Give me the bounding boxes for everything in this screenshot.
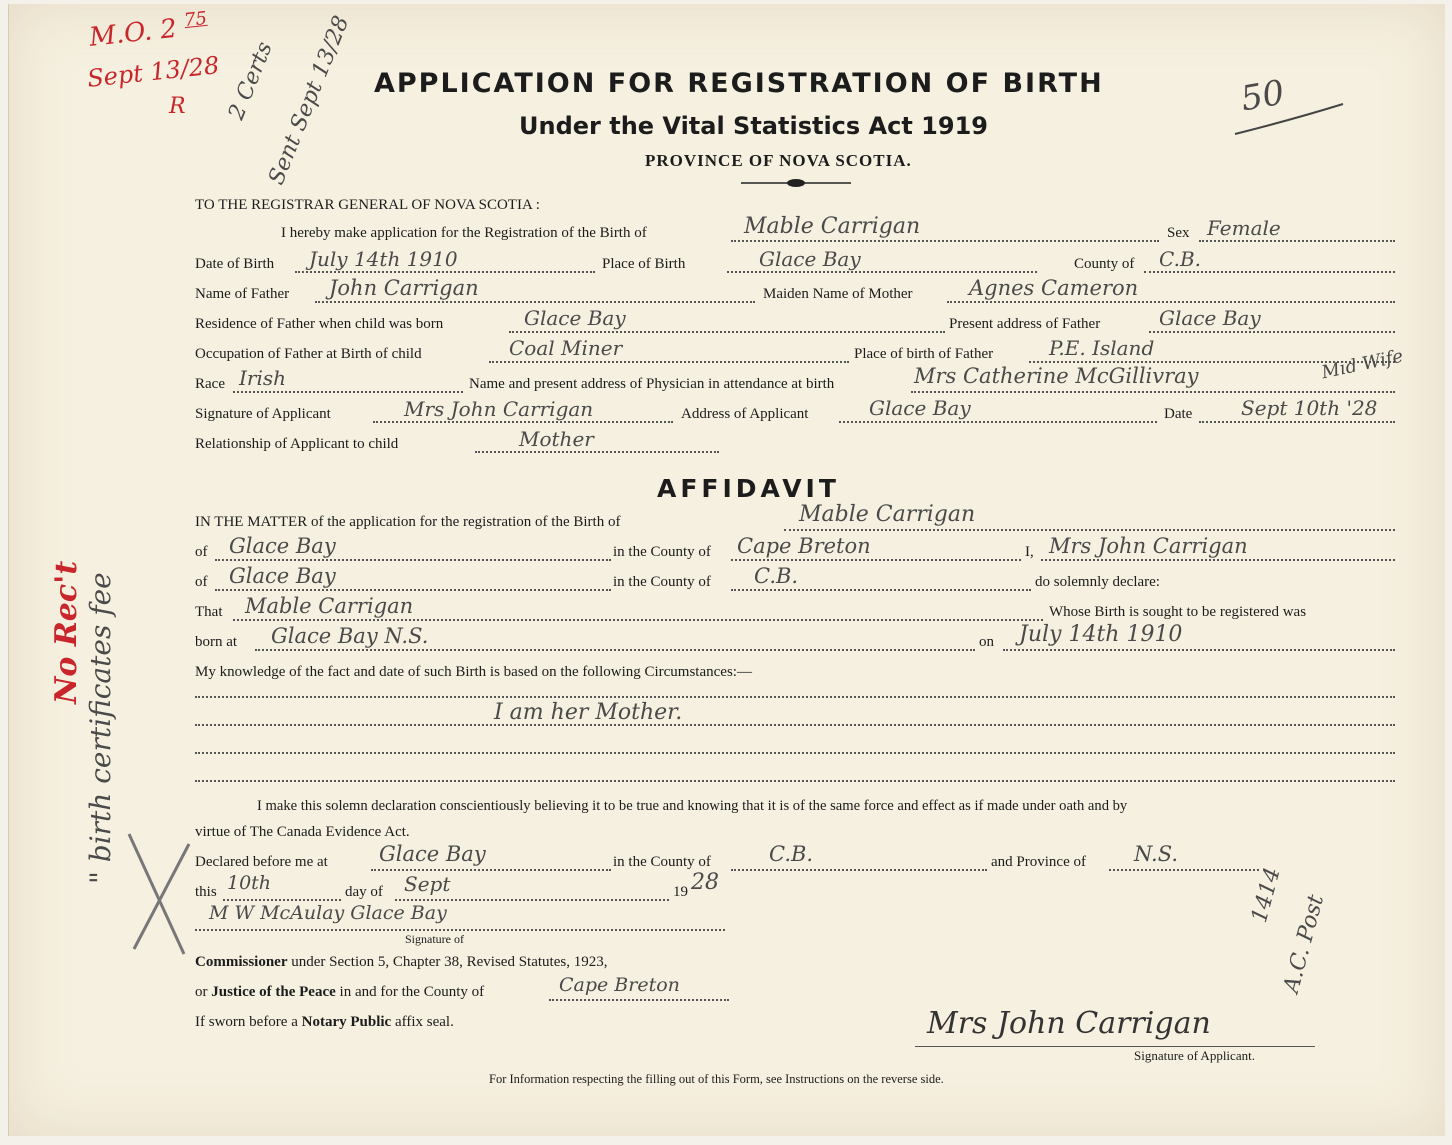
money-order-initial: R bbox=[169, 94, 186, 119]
pob-label: Place of Birth bbox=[602, 256, 686, 272]
born-place-value: Glace Bay N.S. bbox=[271, 624, 429, 648]
day-value: 10th bbox=[227, 872, 272, 894]
no-receipt-note: No Rec't bbox=[49, 560, 84, 704]
relationship-value: Mother bbox=[519, 427, 594, 451]
date-value: Sept 10th '28 bbox=[1241, 396, 1378, 420]
father-label: Name of Father bbox=[195, 286, 290, 302]
signature-of-label: Signature of bbox=[405, 932, 464, 946]
physician-label: Name and present address of Physician in attendance at birth bbox=[469, 376, 835, 392]
county-label: County of bbox=[1074, 256, 1135, 272]
footer-note: For Information respecting the filling out of this Form, see Instructions on the reverse side. bbox=[489, 1072, 944, 1086]
whose-label: Whose Birth is sought to be registered was bbox=[1049, 604, 1307, 620]
declared-label: Declared before me at bbox=[195, 854, 328, 870]
fee-underline bbox=[1231, 100, 1351, 140]
of-place-2-value: Glace Bay bbox=[229, 564, 336, 588]
province-heading: PROVINCE OF NOVA SCOTIA. bbox=[645, 151, 912, 170]
born-date-value: July 14th 1910 bbox=[1019, 622, 1183, 647]
of-label-2: of bbox=[195, 574, 208, 590]
intro-label: I hereby make application for the Registration of the Birth of bbox=[281, 225, 647, 241]
declaration-line-1: I make this solemn declaration conscientiously believing it to be true and knowing that it is of the same force and effect as if made under oath and by bbox=[257, 798, 1128, 814]
relationship-label: Relationship of Applicant to child bbox=[195, 436, 399, 452]
commissioner-signature: M W McAulay Glace Bay bbox=[209, 902, 447, 924]
father-value: John Carrigan bbox=[329, 276, 479, 300]
circumstance-value: I am her Mother. bbox=[494, 700, 683, 725]
father-birthplace-label: Place of birth of Father bbox=[854, 346, 994, 362]
sex-value: Female bbox=[1207, 216, 1281, 240]
physician-value: Mrs Catherine McGillivray bbox=[914, 364, 1199, 388]
this-label: this bbox=[195, 884, 217, 900]
present-address-value: Glace Bay bbox=[1159, 306, 1261, 330]
affidavit-heading: AFFIDAVIT bbox=[657, 474, 840, 503]
province-label: and Province of bbox=[991, 854, 1086, 870]
notary-line: If sworn before a Notary Public affix seal. bbox=[195, 1014, 454, 1030]
stamp-number: 1414 bbox=[1247, 864, 1286, 926]
cross-mark bbox=[119, 824, 199, 964]
residence-label: Residence of Father when child was born bbox=[195, 316, 444, 332]
form-subtitle: Under the Vital Statistics Act 1919 bbox=[519, 112, 988, 140]
race-label: Race bbox=[195, 376, 225, 392]
stamp-initials: A.C. Post bbox=[1279, 892, 1330, 996]
day-of-label: day of bbox=[345, 884, 383, 900]
county-3-value: C.B. bbox=[769, 842, 814, 866]
residence-value: Glace Bay bbox=[524, 306, 626, 330]
that-label: That bbox=[195, 604, 223, 620]
sex-label: Sex bbox=[1167, 225, 1190, 241]
pob-value: Glace Bay bbox=[759, 247, 861, 271]
money-order-number: M.O. 2 $^{75}$ bbox=[87, 7, 209, 53]
jp-county-value: Cape Breton bbox=[559, 974, 680, 996]
year-prefix: 19 bbox=[673, 884, 688, 900]
matter-label: IN THE MATTER of the application for the registration of the Birth of bbox=[195, 514, 621, 530]
money-order-date: Sept 13/28 bbox=[85, 51, 221, 93]
declarant-value: Mrs John Carrigan bbox=[1049, 534, 1248, 558]
certs-note-line2: Sent Sept 13/28 bbox=[264, 12, 355, 189]
address-value: Glace Bay bbox=[869, 396, 971, 420]
that-name-value: Mable Carrigan bbox=[245, 594, 414, 618]
applicant-signature: Mrs John Carrigan bbox=[927, 1006, 1211, 1041]
commissioner-line: Commissioner under Section 5, Chapter 38, Revised Statutes, 1923, bbox=[195, 954, 608, 970]
county-label-3: in the County of bbox=[613, 854, 711, 870]
occupation-label: Occupation of Father at Birth of child bbox=[195, 346, 422, 362]
matter-name-value: Mable Carrigan bbox=[799, 502, 976, 527]
province-value: N.S. bbox=[1134, 842, 1179, 866]
county-label-2: in the County of bbox=[613, 574, 711, 590]
father-birthplace-value: P.E. Island bbox=[1049, 336, 1155, 360]
birth-certificates-note: " birth certificates fee bbox=[84, 572, 117, 884]
mother-label: Maiden Name of Mother bbox=[763, 286, 913, 302]
certs-note-line1: 2 Certs bbox=[224, 38, 278, 124]
birth-registration-form bbox=[8, 4, 1445, 1136]
knowledge-label: My knowledge of the fact and date of such Birth is based on the following Circumstances:— bbox=[195, 664, 752, 680]
fee-note: 50 bbox=[1237, 72, 1288, 120]
form-title: APPLICATION FOR REGISTRATION OF BIRTH bbox=[374, 68, 1104, 99]
county-value: C.B. bbox=[1159, 247, 1202, 271]
signature-label: Signature of Applicant bbox=[195, 406, 331, 422]
mother-value: Agnes Cameron bbox=[969, 276, 1139, 300]
declare-label: do solemnly declare: bbox=[1035, 574, 1160, 590]
declared-place-value: Glace Bay bbox=[379, 842, 486, 866]
county-label-1: in the County of bbox=[613, 544, 711, 560]
of-label-1: of bbox=[195, 544, 208, 560]
county-2-value: C.B. bbox=[754, 564, 799, 588]
race-value: Irish bbox=[239, 366, 287, 390]
to-registrar-line: TO THE REGISTRAR GENERAL OF NOVA SCOTIA : bbox=[195, 197, 540, 213]
date-label: Date bbox=[1164, 406, 1193, 422]
jp-line: or Justice of the Peace in and for the County of bbox=[195, 984, 485, 1000]
born-at-label: born at bbox=[195, 634, 238, 650]
declaration-line-2: virtue of The Canada Evidence Act. bbox=[195, 824, 410, 840]
physician-note: Mid Wife bbox=[1319, 345, 1405, 384]
on-label: on bbox=[979, 634, 994, 650]
of-place-1-value: Glace Bay bbox=[229, 534, 336, 558]
dob-value: July 14th 1910 bbox=[309, 247, 458, 271]
present-address-label: Present address of Father bbox=[949, 316, 1101, 332]
dob-label: Date of Birth bbox=[195, 256, 275, 272]
i-label: I, bbox=[1025, 544, 1034, 560]
signature-value: Mrs John Carrigan bbox=[404, 397, 594, 421]
county-1-value: Cape Breton bbox=[737, 534, 871, 558]
child-name-value: Mable Carrigan bbox=[744, 214, 921, 239]
applicant-signature-label: Signature of Applicant. bbox=[1134, 1048, 1255, 1063]
occupation-value: Coal Miner bbox=[509, 336, 623, 360]
month-value: Sept bbox=[404, 872, 451, 896]
ornament-divider bbox=[741, 176, 851, 190]
address-label: Address of Applicant bbox=[681, 406, 809, 422]
year-value: 28 bbox=[691, 870, 719, 895]
